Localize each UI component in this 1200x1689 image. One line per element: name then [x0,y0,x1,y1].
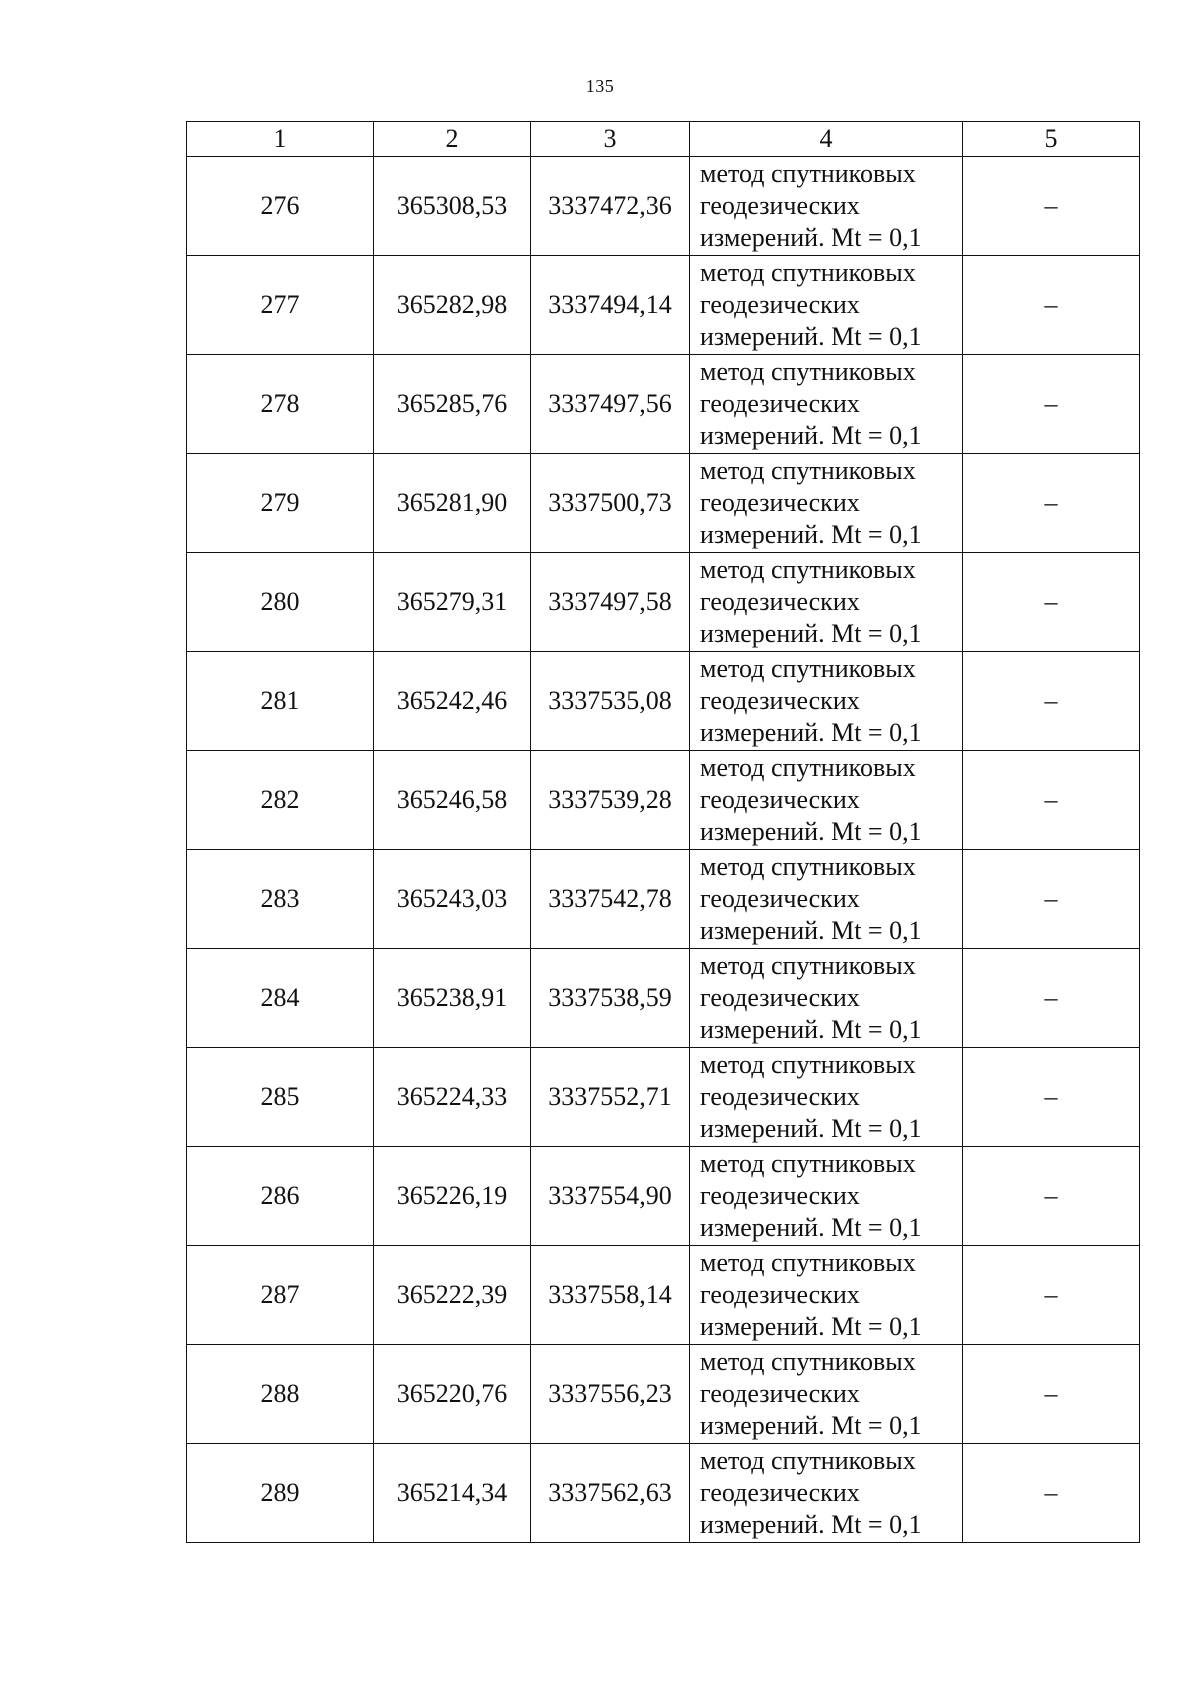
table-row [187,949,1140,1048]
point-number-cell: 276 [187,157,374,256]
x-coordinate-cell: 365222,39 [374,1246,531,1345]
y-coordinate-cell: 3337535,08 [531,652,690,751]
x-coordinate-cell: 365282,98 [374,256,531,355]
method-text-line: метод спутниковых [700,357,916,386]
method-text-line: геодезических [700,983,860,1012]
table-row [187,454,1140,553]
point-number-cell: 278 [187,355,374,454]
table-header-row [187,122,1140,157]
point-number-cell: 280 [187,553,374,652]
x-coordinate-cell: 365308,53 [374,157,531,256]
note-cell: – [963,949,1140,1048]
note-cell: – [963,454,1140,553]
method-text-line: геодезических [700,191,860,220]
point-number-cell: 279 [187,454,374,553]
method-cell [690,949,963,1048]
x-coordinate-cell: 365243,03 [374,850,531,949]
method-cell [690,256,963,355]
method-text-line: измерений. Mt = 0,1 [700,1411,922,1440]
note-cell: – [963,652,1140,751]
coordinates-table [186,121,1140,1543]
x-coordinate-cell: 365242,46 [374,652,531,751]
y-coordinate-cell: 3337539,28 [531,751,690,850]
note-cell: – [963,157,1140,256]
note-cell: – [963,850,1140,949]
note-cell: – [963,553,1140,652]
y-coordinate-cell: 3337494,14 [531,256,690,355]
method-text-line: метод спутниковых [700,654,916,683]
method-text-line: метод спутниковых [700,555,916,584]
column-header: 4 [690,122,963,157]
table-row [187,553,1140,652]
method-text-line: геодезических [700,1082,860,1111]
method-text-line: метод спутниковых [700,951,916,980]
x-coordinate-cell: 365226,19 [374,1147,531,1246]
note-cell: – [963,1345,1140,1444]
method-cell [690,553,963,652]
method-text-line: измерений. Mt = 0,1 [700,1114,922,1143]
y-coordinate-cell: 3337472,36 [531,157,690,256]
method-text-line: измерений. Mt = 0,1 [700,619,922,648]
point-number-cell: 283 [187,850,374,949]
method-text-line: измерений. Mt = 0,1 [700,1213,922,1242]
method-cell [690,1246,963,1345]
table-row [187,1246,1140,1345]
point-number-cell: 286 [187,1147,374,1246]
method-text-line: геодезических [700,587,860,616]
method-text-line: измерений. Mt = 0,1 [700,718,922,747]
column-header: 1 [187,122,374,157]
column-header: 2 [374,122,531,157]
method-cell [690,652,963,751]
method-text-line: метод спутниковых [700,1050,916,1079]
method-text-line: измерений. Mt = 0,1 [700,1312,922,1341]
x-coordinate-cell: 365281,90 [374,454,531,553]
y-coordinate-cell: 3337552,71 [531,1048,690,1147]
point-number-cell: 281 [187,652,374,751]
method-text-line: геодезических [700,1379,860,1408]
method-text-line: метод спутниковых [700,456,916,485]
column-header: 3 [531,122,690,157]
method-text-line: геодезических [700,1280,860,1309]
point-number-cell: 285 [187,1048,374,1147]
method-text-line: метод спутниковых [700,753,916,782]
method-text-line: геодезических [700,686,860,715]
note-cell: – [963,1444,1140,1543]
point-number-cell: 289 [187,1444,374,1543]
method-cell [690,157,963,256]
method-cell [690,355,963,454]
note-cell: – [963,256,1140,355]
table-row [187,1048,1140,1147]
table-row [187,751,1140,850]
table-row [187,256,1140,355]
y-coordinate-cell: 3337562,63 [531,1444,690,1543]
method-cell [690,751,963,850]
table-row [187,652,1140,751]
method-text-line: геодезических [700,290,860,319]
method-text-line: измерений. Mt = 0,1 [700,817,922,846]
method-text-line: геодезических [700,1478,860,1507]
method-cell [690,1345,963,1444]
method-text-line: метод спутниковых [700,852,916,881]
y-coordinate-cell: 3337497,58 [531,553,690,652]
method-cell [690,850,963,949]
y-coordinate-cell: 3337558,14 [531,1246,690,1345]
method-text-line: измерений. Mt = 0,1 [700,322,922,351]
method-text-line: геодезических [700,1181,860,1210]
y-coordinate-cell: 3337538,59 [531,949,690,1048]
column-header: 5 [963,122,1140,157]
y-coordinate-cell: 3337542,78 [531,850,690,949]
x-coordinate-cell: 365238,91 [374,949,531,1048]
method-text-line: геодезических [700,785,860,814]
x-coordinate-cell: 365279,31 [374,553,531,652]
note-cell: – [963,355,1140,454]
y-coordinate-cell: 3337556,23 [531,1345,690,1444]
method-text-line: измерений. Mt = 0,1 [700,1015,922,1044]
y-coordinate-cell: 3337554,90 [531,1147,690,1246]
method-text-line: измерений. Mt = 0,1 [700,1510,922,1539]
method-text-line: метод спутниковых [700,1149,916,1178]
method-text-line: метод спутниковых [700,1347,916,1376]
method-text-line: метод спутниковых [700,1446,916,1475]
method-text-line: геодезических [700,488,860,517]
method-cell [690,454,963,553]
point-number-cell: 287 [187,1246,374,1345]
table-row [187,355,1140,454]
point-number-cell: 277 [187,256,374,355]
method-text-line: измерений. Mt = 0,1 [700,520,922,549]
x-coordinate-cell: 365214,34 [374,1444,531,1543]
x-coordinate-cell: 365246,58 [374,751,531,850]
y-coordinate-cell: 3337497,56 [531,355,690,454]
point-number-cell: 282 [187,751,374,850]
x-coordinate-cell: 365285,76 [374,355,531,454]
method-text-line: метод спутниковых [700,1248,916,1277]
method-cell [690,1147,963,1246]
table-row [187,1444,1140,1543]
note-cell: – [963,751,1140,850]
point-number-cell: 288 [187,1345,374,1444]
x-coordinate-cell: 365224,33 [374,1048,531,1147]
method-text-line: геодезических [700,389,860,418]
method-text-line: измерений. Mt = 0,1 [700,916,922,945]
note-cell: – [963,1048,1140,1147]
note-cell: – [963,1147,1140,1246]
page-number: 135 [585,76,615,96]
method-cell [690,1444,963,1543]
method-text-line: измерений. Mt = 0,1 [700,223,922,252]
method-text-line: измерений. Mt = 0,1 [700,421,922,450]
table-row [187,157,1140,256]
method-text-line: геодезических [700,884,860,913]
method-text-line: метод спутниковых [700,159,916,188]
y-coordinate-cell: 3337500,73 [531,454,690,553]
point-number-cell: 284 [187,949,374,1048]
note-cell: – [963,1246,1140,1345]
table-row [187,1147,1140,1246]
method-text-line: метод спутниковых [700,258,916,287]
table-body [187,122,1140,1543]
method-cell [690,1048,963,1147]
x-coordinate-cell: 365220,76 [374,1345,531,1444]
table-row [187,1345,1140,1444]
table-row [187,850,1140,949]
